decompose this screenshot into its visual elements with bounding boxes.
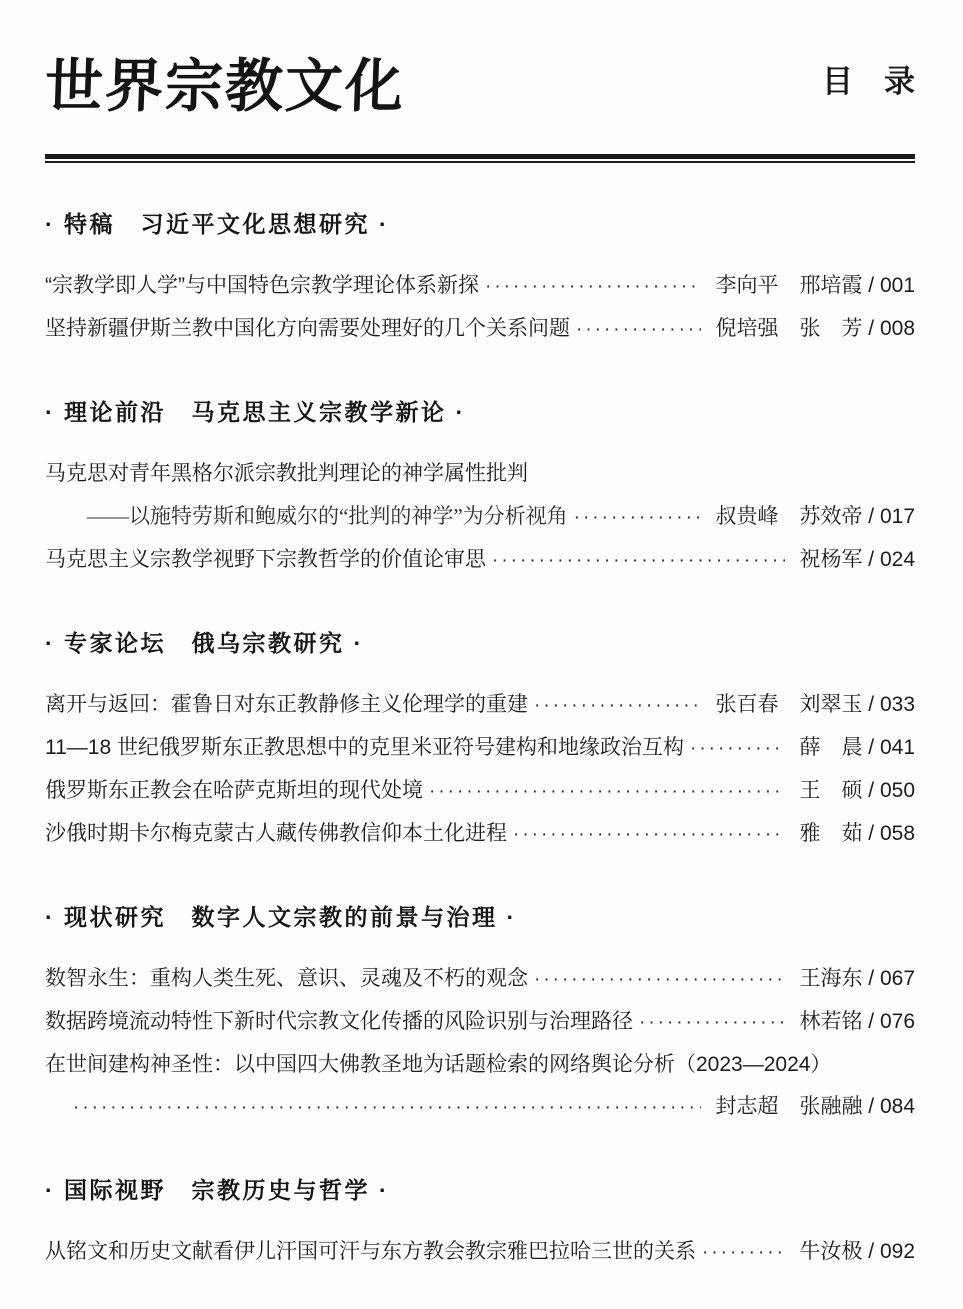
entry-authors-page: 雅 茹 / 058	[799, 822, 915, 845]
entry-title: 俄罗斯东正教会在哈萨克斯坦的现代处境	[45, 779, 423, 802]
toc-entry	[45, 539, 915, 582]
entry-title: 沙俄时期卡尔梅克蒙古人藏传佛教信仰本土化进程	[45, 822, 507, 845]
journal-logo: 世界宗教文化	[43, 52, 407, 120]
entry-title: 在世间建构神圣性：以中国四大佛教圣地为话题检索的网络舆论分析（2023—2024）	[45, 1053, 832, 1076]
toc-entry	[45, 1231, 915, 1274]
section-expert-forum	[45, 628, 915, 856]
toc-entry	[45, 265, 915, 308]
section-title: · 理论前沿 马克思主义宗教学新论 ·	[45, 399, 466, 425]
entry-authors-page: 王海东 / 067	[799, 967, 915, 990]
entry-authors-page: 薛 晨 / 041	[799, 736, 915, 759]
toc-entry	[45, 453, 915, 495]
entry-title: 11—18 世纪俄罗斯东正教思想中的克里米亚符号建构和地缘政治互构	[45, 736, 684, 759]
toc-entry	[45, 727, 915, 770]
dot-leader	[534, 958, 785, 1001]
section-entries	[45, 265, 915, 351]
section-title: · 现状研究 数字人文宗教的前景与治理 ·	[45, 904, 517, 930]
masthead	[45, 50, 915, 130]
section-title: · 专家论坛 俄乌宗教研究 ·	[45, 630, 364, 656]
section-special-feature	[45, 209, 915, 351]
entry-title: “宗教学即人学”与中国特色宗教学理论体系新探	[45, 274, 479, 297]
section-theory-frontier	[45, 397, 915, 582]
toc-entry	[45, 1044, 915, 1086]
section-title: · 特稿 习近平文化思想研究 ·	[45, 211, 390, 237]
entry-title: 马克思主义宗教学视野下宗教哲学的价值论审思	[45, 548, 486, 571]
entry-authors-page: 林若铭 / 076	[799, 1010, 915, 1033]
dot-leader	[492, 539, 785, 582]
section-entries	[45, 684, 915, 856]
section-entries	[45, 958, 915, 1129]
section-title: · 国际视野 宗教历史与哲学 ·	[45, 1177, 390, 1203]
entry-authors-page: 牛汝极 / 092	[799, 1240, 915, 1263]
toc-entry	[45, 684, 915, 727]
entry-authors-page: 倪培强 张 芳 / 008	[715, 317, 915, 340]
entry-authors-page: 张百春 刘翠玉 / 033	[715, 693, 915, 716]
toc-entry-continuation	[45, 1086, 915, 1129]
entry-title: 数据跨境流动特性下新时代宗教文化传播的风险识别与治理路径	[45, 1010, 633, 1033]
entry-authors-page: 封志超 张融融 / 084	[715, 1095, 915, 1118]
entry-title: 坚持新疆伊斯兰教中国化方向需要处理好的几个关系问题	[45, 317, 570, 340]
dot-leader	[485, 265, 701, 308]
entry-title: 从铭文和历史文献看伊儿汗国可汗与东方教会教宗雅巴拉哈三世的关系	[45, 1240, 696, 1263]
dot-leader	[690, 727, 785, 770]
section-international-view	[45, 1175, 915, 1274]
dot-leader	[574, 496, 702, 539]
page-title: 目 录	[822, 64, 915, 99]
section-current-research	[45, 902, 915, 1129]
dot-leader	[534, 684, 701, 727]
entry-title: 马克思对青年黑格尔派宗教批判理论的神学属性批判	[45, 462, 528, 485]
section-entries	[45, 453, 915, 582]
dot-leader	[73, 1086, 701, 1129]
entry-authors-page: 李向平 邢培霞 / 001	[715, 274, 915, 297]
double-rule-divider	[45, 154, 915, 163]
dot-leader	[702, 1231, 785, 1274]
dot-leader	[639, 1001, 785, 1044]
toc-entry	[45, 308, 915, 351]
toc-entry	[45, 813, 915, 856]
entry-authors-page: 叔贵峰 苏效帝 / 017	[715, 505, 915, 528]
dot-leader	[429, 770, 785, 813]
entry-subtitle: ——以施特劳斯和鲍威尔的“批判的神学”为分析视角	[87, 504, 568, 528]
toc-entry	[45, 958, 915, 1001]
toc-entry-subtitle	[45, 495, 915, 539]
entry-title: 离开与返回：霍鲁日对东正教静修主义伦理学的重建	[45, 693, 528, 716]
section-entries	[45, 1231, 915, 1274]
dot-leader	[513, 813, 785, 856]
dot-leader	[576, 308, 701, 351]
toc-entry	[45, 1001, 915, 1044]
entry-authors-page: 王 硕 / 050	[799, 779, 915, 802]
entry-title: 数智永生：重构人类生死、意识、灵魂及不朽的观念	[45, 967, 528, 990]
toc-entry	[45, 770, 915, 813]
entry-authors-page: 祝杨军 / 024	[799, 548, 915, 571]
